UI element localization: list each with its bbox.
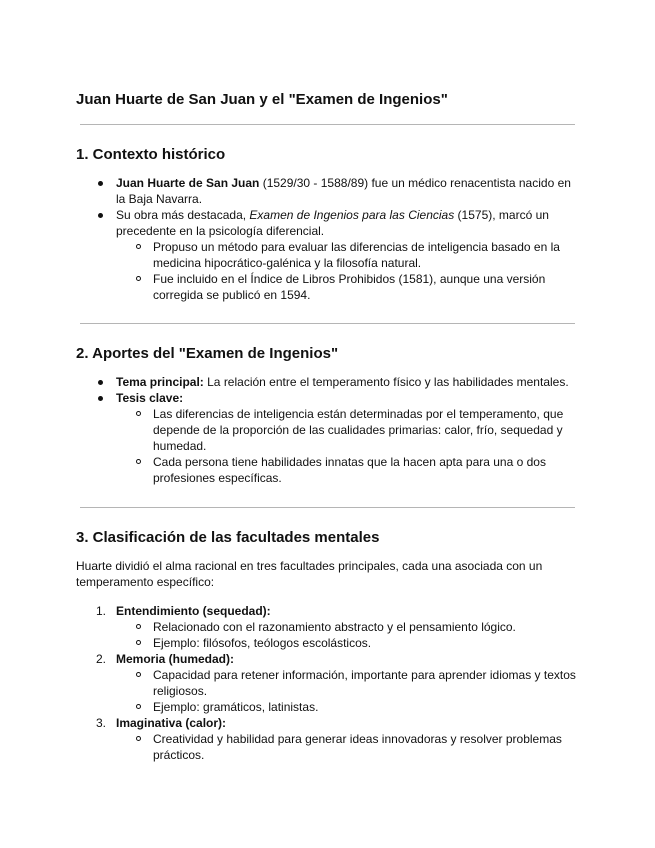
- list-item: [76, 207, 576, 303]
- list-item: [76, 603, 576, 651]
- circle-bullet-icon: [136, 672, 141, 677]
- item-text: (1529/30 - 1588/89) fue un médico renacentista nacido en la Baja Navarra.: [116, 176, 571, 206]
- sub-item-text: Capacidad para retener información, importante para aprender idiomas y textos religiosos.: [153, 668, 576, 698]
- list-number: 1.: [96, 604, 107, 618]
- circle-bullet-icon: [136, 704, 141, 709]
- contributions-list: [76, 374, 576, 486]
- circle-bullet-icon: [136, 736, 141, 741]
- list-number: 3.: [96, 716, 107, 730]
- section-heading-classification: 3. Clasificación de las facultades mentales: [76, 529, 380, 546]
- sub-item-text: Propuso un método para evaluar las diferencias de inteligencia basado en la medicina hipocrático-galénica y la filosofía natural.: [153, 240, 560, 270]
- item-bold: Imaginativa (calor):: [116, 716, 227, 730]
- sub-item-text: Ejemplo: gramáticos, latinistas.: [153, 700, 319, 714]
- sub-list-item: [76, 271, 576, 303]
- list-item: [76, 175, 576, 207]
- horizontal-rule: [80, 323, 575, 324]
- sub-list-item: [76, 731, 576, 763]
- section-intro: Huarte dividió el alma racional en tres facultades principales, cada una asociada con un temperamento específico:: [76, 559, 543, 589]
- bullet-icon: [98, 380, 103, 385]
- book-title: Examen de Ingenios para las Ciencias: [249, 208, 455, 222]
- item-bold: Memoria (humedad):: [116, 652, 235, 666]
- list-number: 2.: [96, 652, 107, 666]
- circle-bullet-icon: [136, 276, 141, 281]
- horizontal-rule: [80, 507, 575, 508]
- sub-list: [76, 239, 576, 303]
- circle-bullet-icon: [136, 624, 141, 629]
- item-text: La relación entre el temperamento físico y las habilidades mentales.: [203, 375, 569, 389]
- item-text: (1575), marcó un precedente en la psicología diferencial.: [116, 208, 549, 238]
- sub-list-item: [76, 454, 576, 486]
- sub-list-item: [76, 667, 576, 699]
- list-item: [76, 715, 576, 763]
- sub-list: [76, 667, 576, 715]
- bullet-icon: [98, 181, 103, 186]
- list-item: [76, 390, 576, 486]
- sub-list: [76, 731, 576, 763]
- sub-list-item: [76, 699, 576, 715]
- horizontal-rule: [80, 124, 575, 125]
- context-list: [76, 175, 576, 303]
- list-item: [76, 374, 576, 390]
- sub-list-item: [76, 619, 576, 635]
- section-heading-contributions: 2. Aportes del "Examen de Ingenios": [76, 345, 339, 362]
- sub-item-text: Fue incluido en el Índice de Libros Prohibidos (1581), aunque una versión corregida se publicó en 1594.: [153, 272, 546, 302]
- section-heading-context: 1. Contexto histórico: [76, 146, 226, 163]
- sub-item-text: Las diferencias de inteligencia están determinadas por el temperamento, que depende de la proporción de las cualidades primarias: calor, frío, sequedad y humedad.: [153, 407, 564, 453]
- bullet-icon: [98, 213, 103, 218]
- circle-bullet-icon: [136, 411, 141, 416]
- sub-item-text: Cada persona tiene habilidades innatas que la hacen apta para una o dos profesiones específicas.: [153, 455, 546, 485]
- sub-list: [76, 619, 576, 651]
- sub-list: [76, 406, 576, 486]
- sub-item-text: Ejemplo: filósofos, teólogos escolásticos.: [153, 636, 372, 650]
- circle-bullet-icon: [136, 244, 141, 249]
- bullet-icon: [98, 396, 103, 401]
- item-text: Su obra más destacada,: [116, 208, 250, 222]
- list-item: [76, 651, 576, 715]
- document-title: Juan Huarte de San Juan y el "Examen de Ingenios": [76, 91, 448, 108]
- item-bold: Tesis clave:: [116, 391, 184, 405]
- sub-item-text: Relacionado con el razonamiento abstracto y el pensamiento lógico.: [153, 620, 516, 634]
- circle-bullet-icon: [136, 640, 141, 645]
- item-bold: Tema principal:: [116, 375, 204, 389]
- item-bold: Juan Huarte de San Juan: [116, 176, 260, 190]
- sub-item-text: Creatividad y habilidad para generar ideas innovadoras y resolver problemas prácticos.: [153, 732, 562, 762]
- sub-list-item: [76, 406, 576, 454]
- sub-list-item: [76, 239, 576, 271]
- sub-list-item: [76, 635, 576, 651]
- item-bold: Entendimiento (sequedad):: [116, 604, 271, 618]
- faculties-list: [76, 603, 576, 763]
- circle-bullet-icon: [136, 459, 141, 464]
